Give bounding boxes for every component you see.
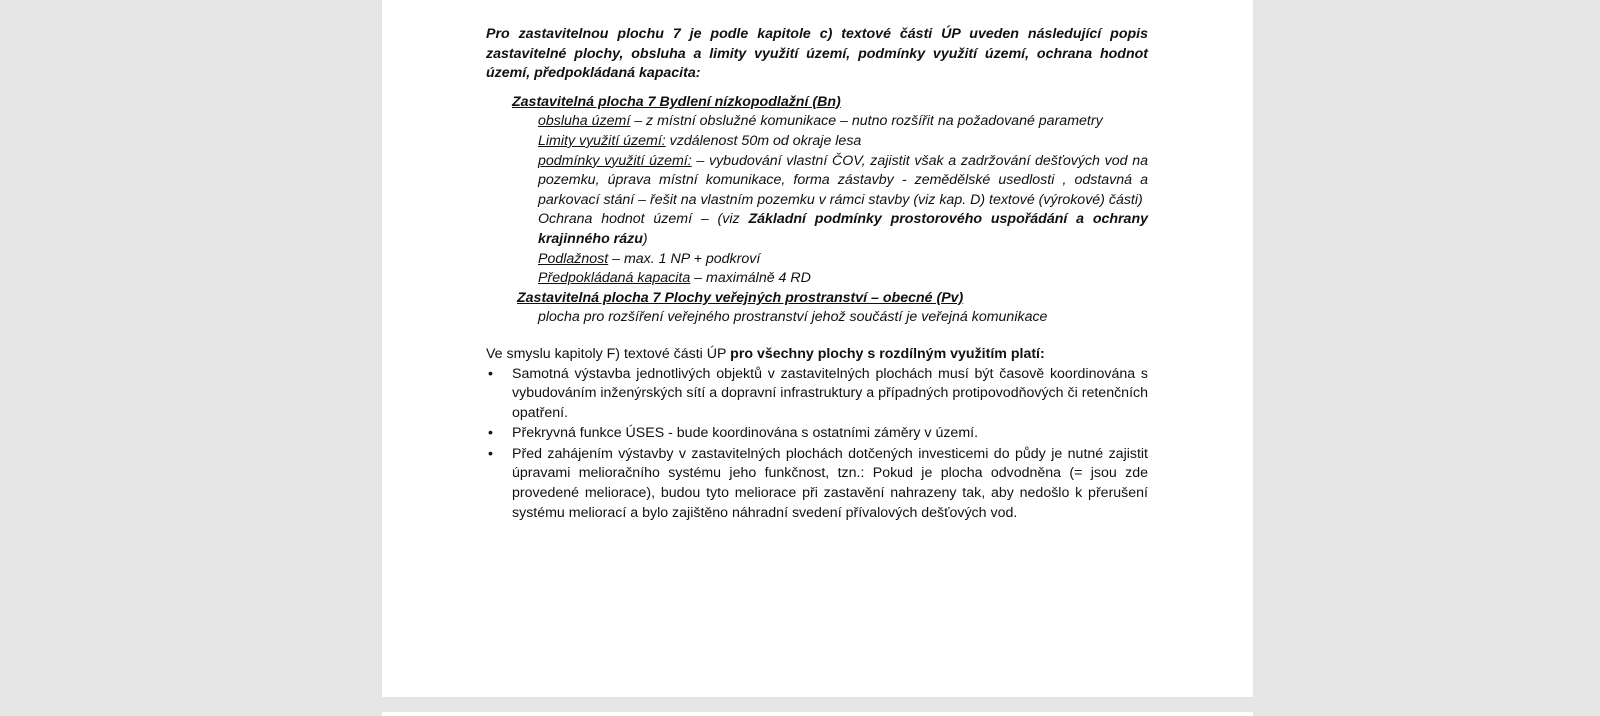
obsluha-text: – z místní obslužné komunikace – nutno rozšířit na požadované parametry: [630, 113, 1103, 130]
document-page: [382, 0, 1253, 697]
area-bn-ochrana: [486, 210, 1148, 249]
area-bn-kapacita: [486, 269, 1148, 289]
bullet-marker: •: [488, 365, 493, 382]
area-pv-text: plocha pro rozšíření veřejného prostranství jehož součástí je veřejná komunikace: [538, 309, 1048, 326]
ochrana-text: Ochrana hodnot území – (viz: [538, 211, 749, 228]
area-bn-title: Zastavitelná plocha 7 Bydlení nízkopodlažní (Bn): [512, 93, 841, 110]
area-bn-podlaznost: [486, 250, 1148, 270]
ochrana-end: ): [642, 230, 648, 247]
section-f-bullet-list: [486, 365, 1148, 524]
podlaznost-text: – max. 1 NP + podkroví: [608, 250, 761, 267]
intro-paragraph: Pro zastavitelnou plochu 7 je podle kapitole c) textové části ÚP uveden následující popis zastavitelné plochy, obsluha a limity využití území, podmínky využití území, ochrana hodnot území, předpokládaná kapacita:: [486, 26, 1148, 82]
limity-text: vzdálenost 50m od okraje lesa: [665, 132, 862, 149]
area-bn-limity: [486, 132, 1148, 152]
kapacita-label: Předpokládaná kapacita: [538, 270, 691, 287]
section-f-lead: [486, 345, 1148, 365]
podminky-text: – vybudování vlastní ČOV, zajistit však a zadržování dešťových vod na pozemku, úprava místní komunikace, forma zástavby - zemědělské usedlosti , odstavná a parkovací stání – řešit na vlastním pozemku v rámci stavby (viz kap. D) textové (výrokové) části): [538, 152, 1148, 208]
bullet-marker: •: [488, 445, 493, 462]
area-pv-title: Zastavitelná plocha 7 Plochy veřejných prostranství – obecné (Pv): [517, 289, 964, 306]
section-f-lead-text: Ve smyslu kapitoly F) textové části ÚP: [486, 345, 731, 362]
obsluha-label: obsluha území: [538, 113, 631, 130]
ochrana-bold: Základní podmínky prostorového uspořádání a ochrany krajinného rázu: [538, 211, 1149, 247]
list-item-text: Před zahájením výstavby v zastavitelných plochách dotčených investicemi do půdy je nutné zajistit úpravami melioračního systému jeho funkčnost, tzn.: Pokud je plocha odvodněna (= jsou zde provedené meliorace), budou tyto meliorace při zastavění nahrazeny tak, aby nedošlo k přerušení systému meliorací a bylo zajištěno náhradní svedení přívalových dešťových vod.: [512, 445, 1148, 521]
area-bn-podminky: [486, 152, 1148, 211]
kapacita-text: – maximálně 4 RD: [690, 270, 811, 287]
list-item-text: Samotná výstavba jednotlivých objektů v zastavitelných plochách musí být časově koordinována s vybudováním inženýrských sítí a dopravní infrastruktury a případných protipovodňových či retenčních opatření.: [512, 365, 1148, 421]
paragraph-gap: [486, 328, 1148, 345]
list-item-text: Překryvná funkce ÚSES - bude koordinována s ostatními záměry v území.: [512, 425, 979, 442]
area-bn-obsluha: [486, 112, 1148, 132]
list-item: [486, 424, 1148, 444]
podminky-label: podmínky využití území:: [538, 152, 692, 169]
section-f-lead-bold: pro všechny plochy s rozdílným využitím platí:: [730, 345, 1045, 362]
limity-label: Limity využití území:: [538, 132, 666, 149]
list-item: [486, 445, 1148, 523]
list-item: [486, 365, 1148, 424]
page-content: [486, 25, 1148, 524]
bullet-marker: •: [488, 425, 493, 442]
next-page-edge: [382, 712, 1253, 716]
podlaznost-label: Podlažnost: [538, 250, 609, 267]
